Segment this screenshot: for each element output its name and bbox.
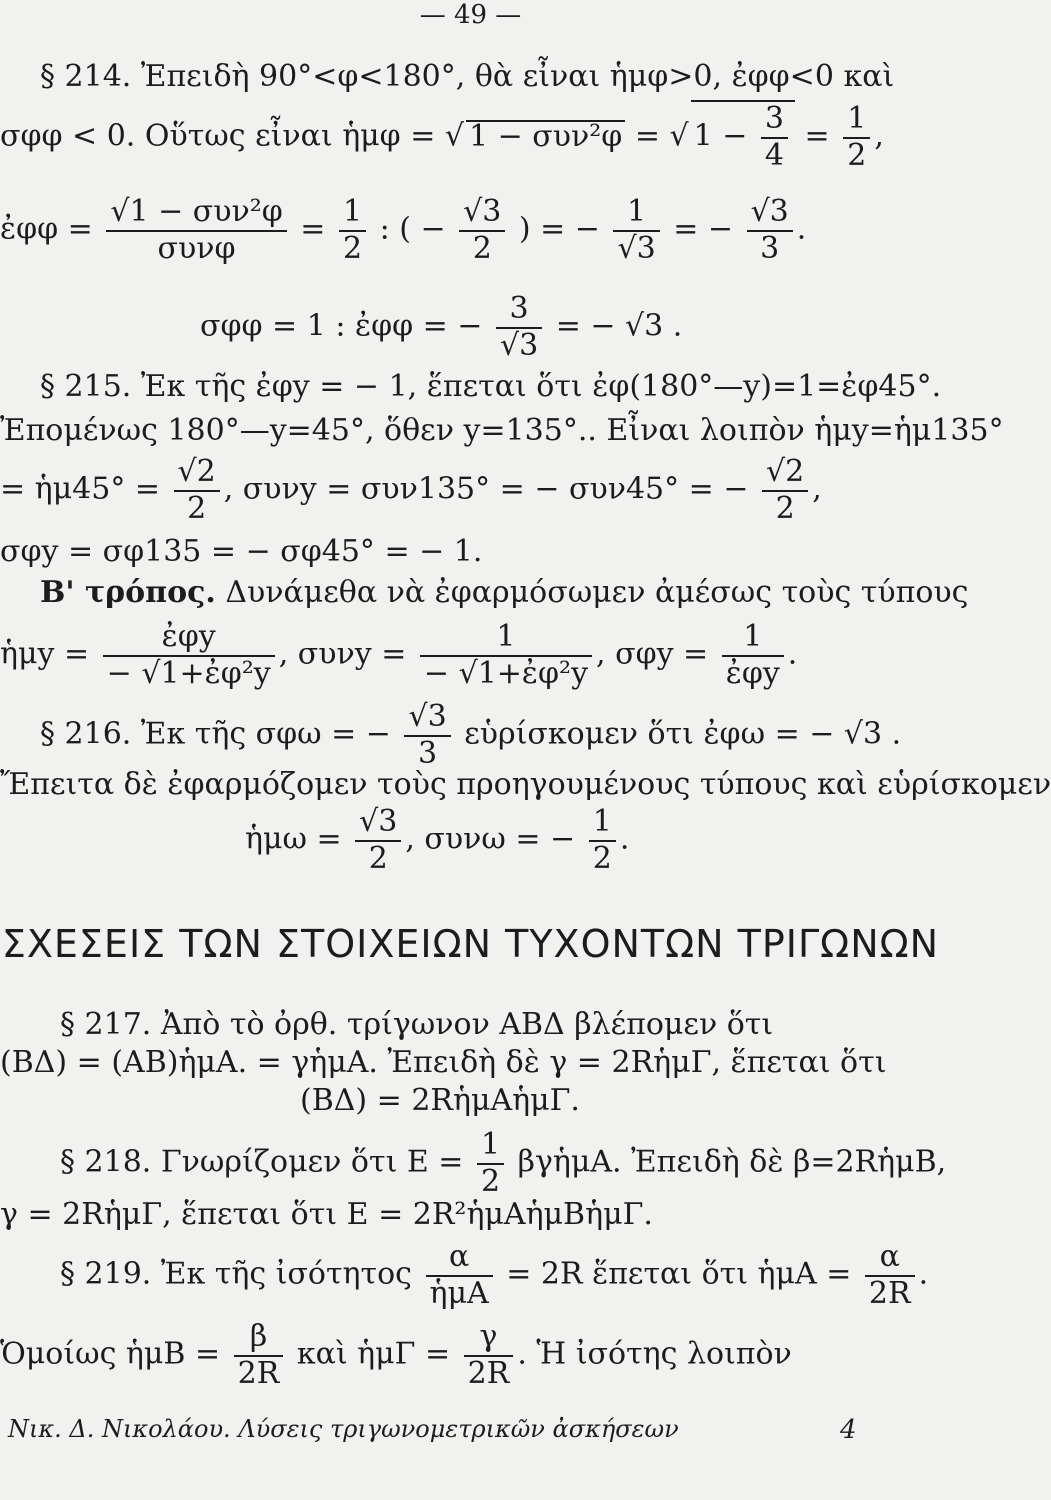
text-line: Ἐπομένως 180°—y=45°, ὅθεν y=135°.. Εἶναι λοιπὸν ἡμy=ἡμ135° <box>0 413 1004 448</box>
equation-line: § 218. Γνωρίζομεν ὅτι Ε = $\frac{1}{2}$ βγἡμΑ. Ἐπειδὴ δὲ β=2RἡμΒ, <box>60 1127 947 1199</box>
equation-line: § 216. Ἐκ τῆς σφω = − $\frac{√3}{3}$ εὑρίσκομεν ὅτι ἐφω = − √3 . <box>40 699 902 771</box>
equation-line: σφφ = 1 : ἐφφ = − $\frac{3}{√3}$ = − √3 . <box>200 291 683 363</box>
text-line: § 215. Ἐκ τῆς ἐφy = − 1, ἕπεται ὅτι ἐφ(180°—y)=1=ἐφ45°. <box>40 369 942 404</box>
text-line: σφy = σφ135 = − σφ45° = − 1. <box>0 534 483 569</box>
equation-line: Ὁμοίως ἡμΒ = $\frac{\beta}{2R}$ καὶ ἡμΓ = $\frac{\gamma}{2R}$ . Ἡ ἰσότης λοιπὸν <box>0 1319 792 1391</box>
text-line: (ΒΔ) = (ΑΒ)ἡμΑ. = γἡμΑ. Ἐπειδὴ δὲ γ = 2RἡμΓ, ἕπεται ὅτι <box>0 1045 887 1080</box>
equation-line: ἐφφ = $\frac{\text{√1 − συν²φ}}{\text{συνφ}}$ = $\frac{1}{2}$ : ( − $\frac{√3}{2}$ ) = − $\frac{1}{√3}$ = − $\frac{√3}{3}$ . <box>0 194 807 266</box>
equation-line: (ΒΔ) = 2RἡμΑἡμΓ. <box>300 1083 580 1118</box>
page-number: 4 <box>840 1415 857 1445</box>
equation-line: ἡμy = $\frac{\text{ἐφy}}{\text{− √1+ἐφ²y}}$ , συνy = $\frac{1}{\text{− √1+ἐφ²y}}$ , σφy = $\frac{1}{\text{ἐφy}}$ . <box>0 619 798 691</box>
equation-line: σφφ < 0. Οὕτως εἶναι ἡμφ = √ 1 − συν²φ = √ 1 − $\frac{3}{4}$ = $\frac{1}{2}$ , <box>0 101 884 173</box>
footer-book-title: Νικ. Δ. Νικολάου. Λύσεις τριγωνομετρικῶν ἀσκήσεων <box>8 1415 679 1443</box>
equation-line: = ἡμ45° = $\frac{√2}{2}$ , συνy = συν135° = − συν45° = − $\frac{√2}{2}$ , <box>0 454 822 526</box>
text-line: γ = 2RἡμΓ, ἕπεται ὅτι Ε = 2R²ἡμΑἡμΒἡμΓ. <box>0 1197 653 1232</box>
equation-line: ἡμω = $\frac{√3}{2}$ , συνω = − $\frac{1}{2}$ . <box>245 804 630 876</box>
text-line: Β' τρόπος. Δυνάμεθα νὰ ἐφαρμόσωμεν ἀμέσως τοὺς τύπους <box>40 575 969 610</box>
section-heading: ΣΧΕΣΕΙΣ ΤΩΝ ΣΤΟΙΧΕΙΩΝ ΤΥΧΟΝΤΩΝ ΤΡΙΓΩΝΩΝ <box>1 922 940 966</box>
text-line: § 217. Ἀπὸ τὸ ὀρθ. τρίγωνον ΑΒΔ βλέπομεν ὅτι <box>60 1007 774 1042</box>
equation-line: § 219. Ἐκ τῆς ἰσότητος $\frac{\alpha}{\text{ἡμΑ}}$ = 2R ἕπεται ὅτι ἡμΑ = $\frac{\alpha}{2R}$ . <box>60 1239 929 1311</box>
text-line: Ἔπειτα δὲ ἐφαρμόζομεν τοὺς προηγουμένους τύπους καὶ εὑρίσκομεν <box>0 767 1051 802</box>
page-header: — 49 — <box>419 0 522 30</box>
text-line: § 214. Ἐπειδὴ 90°<φ<180°, θὰ εἶναι ἡμφ>0, ἐφφ<0 καὶ <box>40 59 895 94</box>
